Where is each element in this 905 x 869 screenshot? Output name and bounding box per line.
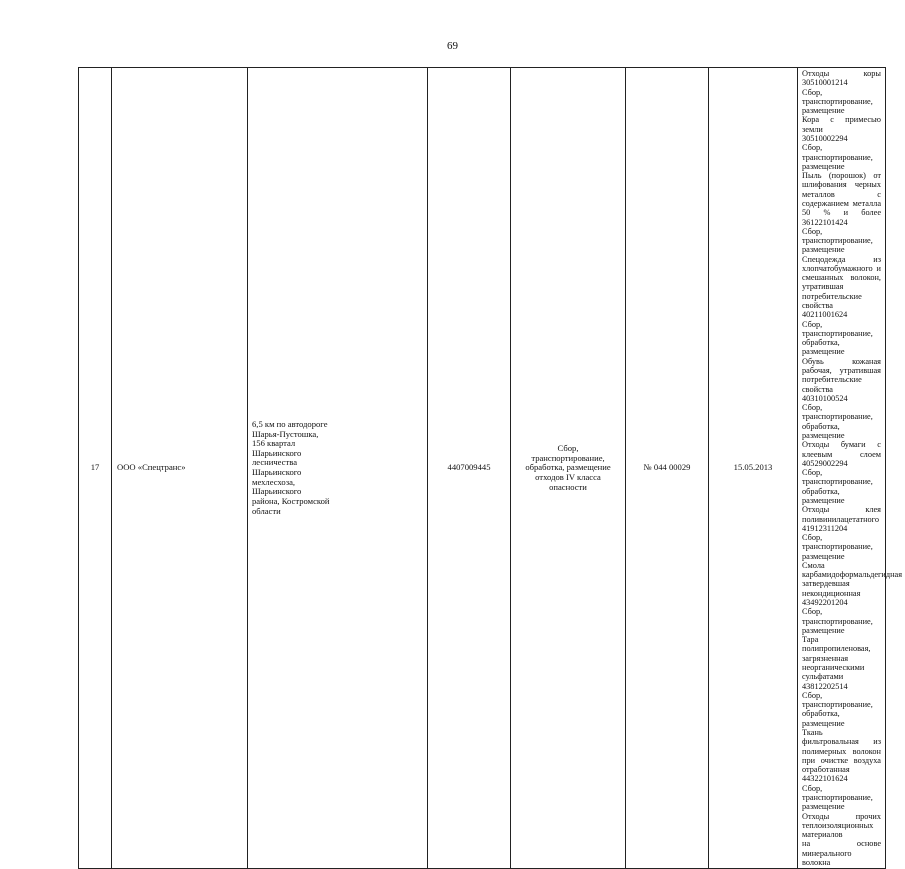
- waste-line: Отходы коры: [802, 69, 881, 78]
- address-line: 6,5 км по автодороге: [252, 418, 328, 429]
- address-line: района, Костромской: [252, 495, 330, 506]
- waste-line: Кора с примесью земли: [802, 115, 881, 134]
- address-lines: [252, 420, 424, 516]
- organization-cell: ООО «Спецтранс»: [112, 68, 248, 869]
- waste-line: затвердевшая некондиционная: [802, 579, 861, 598]
- waste-types-cell: [798, 68, 903, 869]
- waste-line: Тара полипропиленовая, загрязненная: [802, 635, 871, 663]
- waste-line: Сбор,: [802, 87, 823, 97]
- waste-line: размещение: [802, 347, 845, 357]
- waste-line: смешанных волокон, утратившая: [802, 273, 881, 292]
- waste-line: 36122101424: [802, 217, 848, 227]
- table-row: [79, 68, 886, 869]
- waste-line: 40310100524: [802, 393, 848, 403]
- waste-line: 44322101624: [802, 774, 848, 784]
- activity-line: опасности: [549, 481, 587, 492]
- waste-line: 41912311204: [802, 523, 848, 533]
- activity-line: транспортирование,: [531, 452, 605, 463]
- waste-line: размещение: [802, 430, 845, 440]
- address-line: Шарьинского: [252, 467, 302, 478]
- waste-line: транспортирование, размещение: [802, 96, 873, 116]
- activity-cell: [511, 68, 626, 869]
- waste-line: на основе минерального волокна: [802, 839, 881, 867]
- waste-line: 30510001214: [802, 78, 848, 88]
- waste-line: Сбор, транспортирование, размещение: [802, 226, 873, 255]
- waste-line: размещение: [802, 718, 845, 728]
- waste-line: Сбор,: [802, 143, 823, 153]
- waste-line: Сбор, транспортирование, размещение: [802, 533, 873, 561]
- waste-line: Спецодежда из хлопчатобумажного и: [802, 254, 881, 273]
- waste-line: 43812202514: [802, 681, 848, 691]
- waste-line: транспортирование, размещение: [802, 152, 873, 171]
- activity-line: отходов IV класса: [535, 471, 601, 482]
- address-line: Шарьинского: [252, 486, 302, 497]
- waste-line: Пыль (порошок) от шлифования черных: [802, 171, 881, 190]
- waste-line: 30510002294: [802, 133, 848, 143]
- inn-cell: 4407009445: [428, 68, 511, 869]
- waste-line: Сбор, транспортирование, обработка,: [802, 319, 873, 348]
- waste-line: потребительские свойства: [802, 375, 862, 394]
- waste-line: потребительские свойства: [802, 291, 862, 311]
- waste-line: Отходы клея поливинилацетатного: [802, 505, 881, 524]
- license-date-cell: 15.05.2013: [709, 68, 798, 869]
- address-line: мехлесхоза,: [252, 476, 296, 487]
- waste-line: 40211001624: [802, 310, 848, 320]
- waste-line: Сбор, транспортирование, обработка,: [802, 468, 873, 496]
- page-number: 69: [447, 40, 458, 52]
- waste-line: Сбор, транспортирование, обработка,: [802, 403, 873, 431]
- waste-line: неорганическими сульфатами: [802, 663, 865, 682]
- waste-line: Сбор, транспортирование, размещение: [802, 783, 873, 812]
- waste-line: 43492201204: [802, 598, 848, 608]
- address-line: 156 квартал: [252, 438, 296, 449]
- waste-line: Сбор, транспортирование, размещение: [802, 607, 873, 635]
- address-line: лесничества: [252, 457, 298, 468]
- waste-line: Отходы бумаги с клеевым слоем: [802, 440, 881, 459]
- registry-table: [78, 67, 903, 869]
- waste-line: Ткань фильтровальная из полимерных волокон: [802, 727, 881, 756]
- activity-line: Сбор,: [557, 443, 579, 454]
- waste-line: 40529002294: [802, 458, 848, 468]
- waste-line: Сбор, транспортирование, обработка,: [802, 690, 873, 719]
- license-number-cell: № 044 00029: [626, 68, 709, 869]
- activity-line: обработка, размещение: [525, 462, 611, 473]
- waste-lines: [802, 69, 903, 867]
- waste-line: размещение: [802, 495, 845, 505]
- activity-lines: [514, 444, 622, 492]
- address-line: Шарья-Пустошка,: [252, 428, 319, 439]
- address-line: Шарьинского: [252, 447, 302, 458]
- waste-line: металлов с содержанием металла 50 % и более: [802, 189, 881, 218]
- waste-line: Обувь кожаная рабочая, утратившая: [802, 356, 881, 375]
- waste-line: при очистке воздуха отработанная: [802, 755, 881, 775]
- waste-line: Отходы прочих теплоизоляционных материалов: [802, 811, 881, 840]
- address-cell: [248, 68, 428, 869]
- row-number-cell: 17: [79, 68, 112, 869]
- waste-line: Смола карбамидоформальдегидная: [802, 560, 903, 580]
- address-line: области: [252, 505, 281, 516]
